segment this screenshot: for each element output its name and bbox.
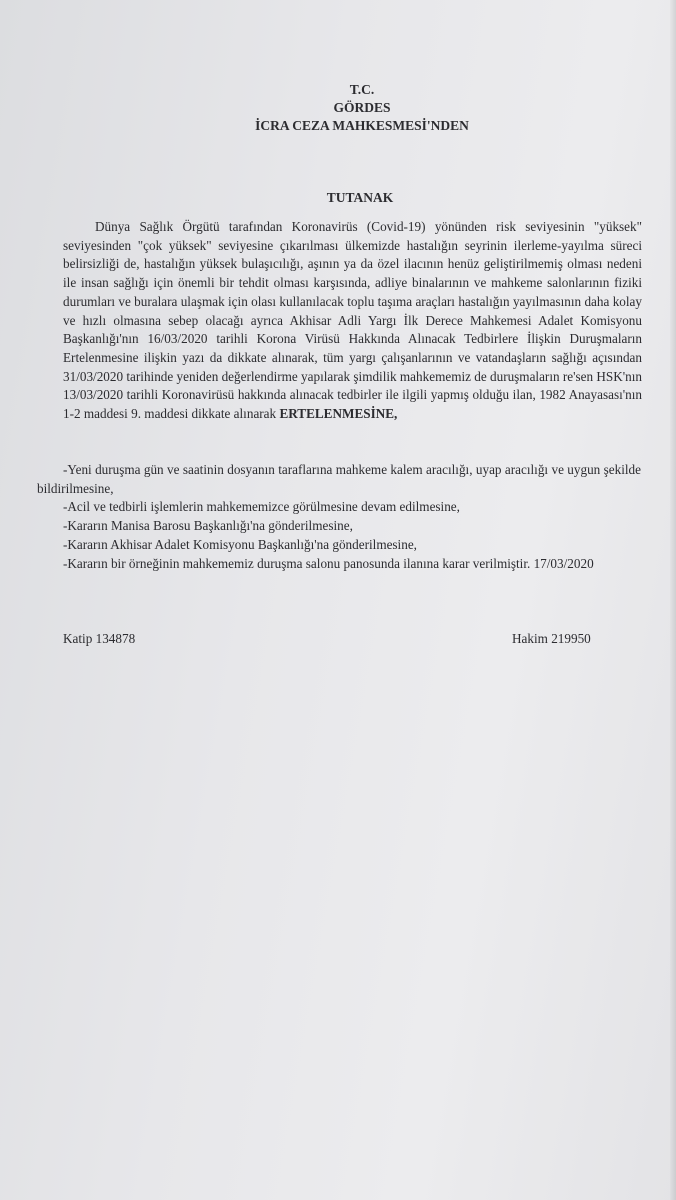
clerk-signature: Katip 134878 [63, 631, 136, 646]
paper-edge-shadow [670, 0, 676, 1200]
decision-item: -Yeni duruşma gün ve saatinin dosyanın taraflarına mahkeme kalem aracılığı, uyap aracılığı ve uygun şekilde bildirilmesine, [37, 462, 641, 496]
decision-item: -Kararın bir örneğinin mahkememiz duruşma salonu panosunda ilanına karar verilmiştir. 17/03/2020 [63, 556, 594, 571]
header-country: T.C. [349, 82, 375, 97]
decision-item: -Kararın Manisa Barosu Başkanlığı'na gönderilmesine, [63, 518, 353, 533]
main-paragraph [63, 218, 642, 424]
judge-signature: Hakim 219950 [512, 631, 591, 646]
main-paragraph-text: Dünya Sağlık Örgütü tarafından Koronavirüs (Covid-19) yönünden risk seviyesinin "yüksek" seviyesinden "çok yüksek" seviyesine çıkarılması ülkemizde hastalığın seyrinin ilerleme-yayılma süreci belirsizliği de, hastalığın yüksek bulaşıcılığı, aşının ya da özel ilacının henüz geliştirilmemiş olması nedeni ile insan sağlığı için önemli bir tehdit olması karşısında, adliye binalarının ve mahkeme salonlarının fiziki durumları ve buralara ulaşmak için olası kullanılacak toplu taşıma araçları hastalığın yayılmasının daha kolay ve hızlı olmasına sebep olacağı ayrıca Akhisar Adli Yargı İlk Derece Mahkemesi Adalet Komisyonu Başkanlığı'nın 16/03/2020 tarihli Korona Virüsü Hakkında Alınacak Tedbirlere İlişkin Duruşmaların Ertelenmesine ilişkin yazı da dikkate alınarak, tüm yargı çalışanlarının ve vatandaşların sağlığı açısından 31/03/2020 tarihinde yeniden değerlendirme yapılarak şimdilik mahkememiz de duruşmaların re'sen HSK'nın 13/03/2020 tarihli Koronavirüsü hakkında alınacak tedbirler ile ilgili yapmış olduğu ilan, 1982 Anayasası'nın 1-2 maddesi 9. maddesi dikkate alınarak [63, 219, 642, 422]
decision-item: -Acil ve tedbirli işlemlerin mahkememizce görülmesine devam edilmesine, [63, 499, 460, 514]
court-header [24, 81, 676, 135]
document-body [63, 218, 642, 424]
header-district: GÖRDES [333, 100, 391, 115]
header-court-name: İCRA CEZA MAHKESMESİ'NDEN [255, 118, 469, 133]
decision-emphasis: ERTELENMESİNE, [279, 406, 398, 422]
document-title: TUTANAK [326, 190, 394, 205]
decision-item: -Kararın Akhisar Adalet Komisyonu Başkanlığı'na gönderilmesine, [63, 537, 417, 552]
